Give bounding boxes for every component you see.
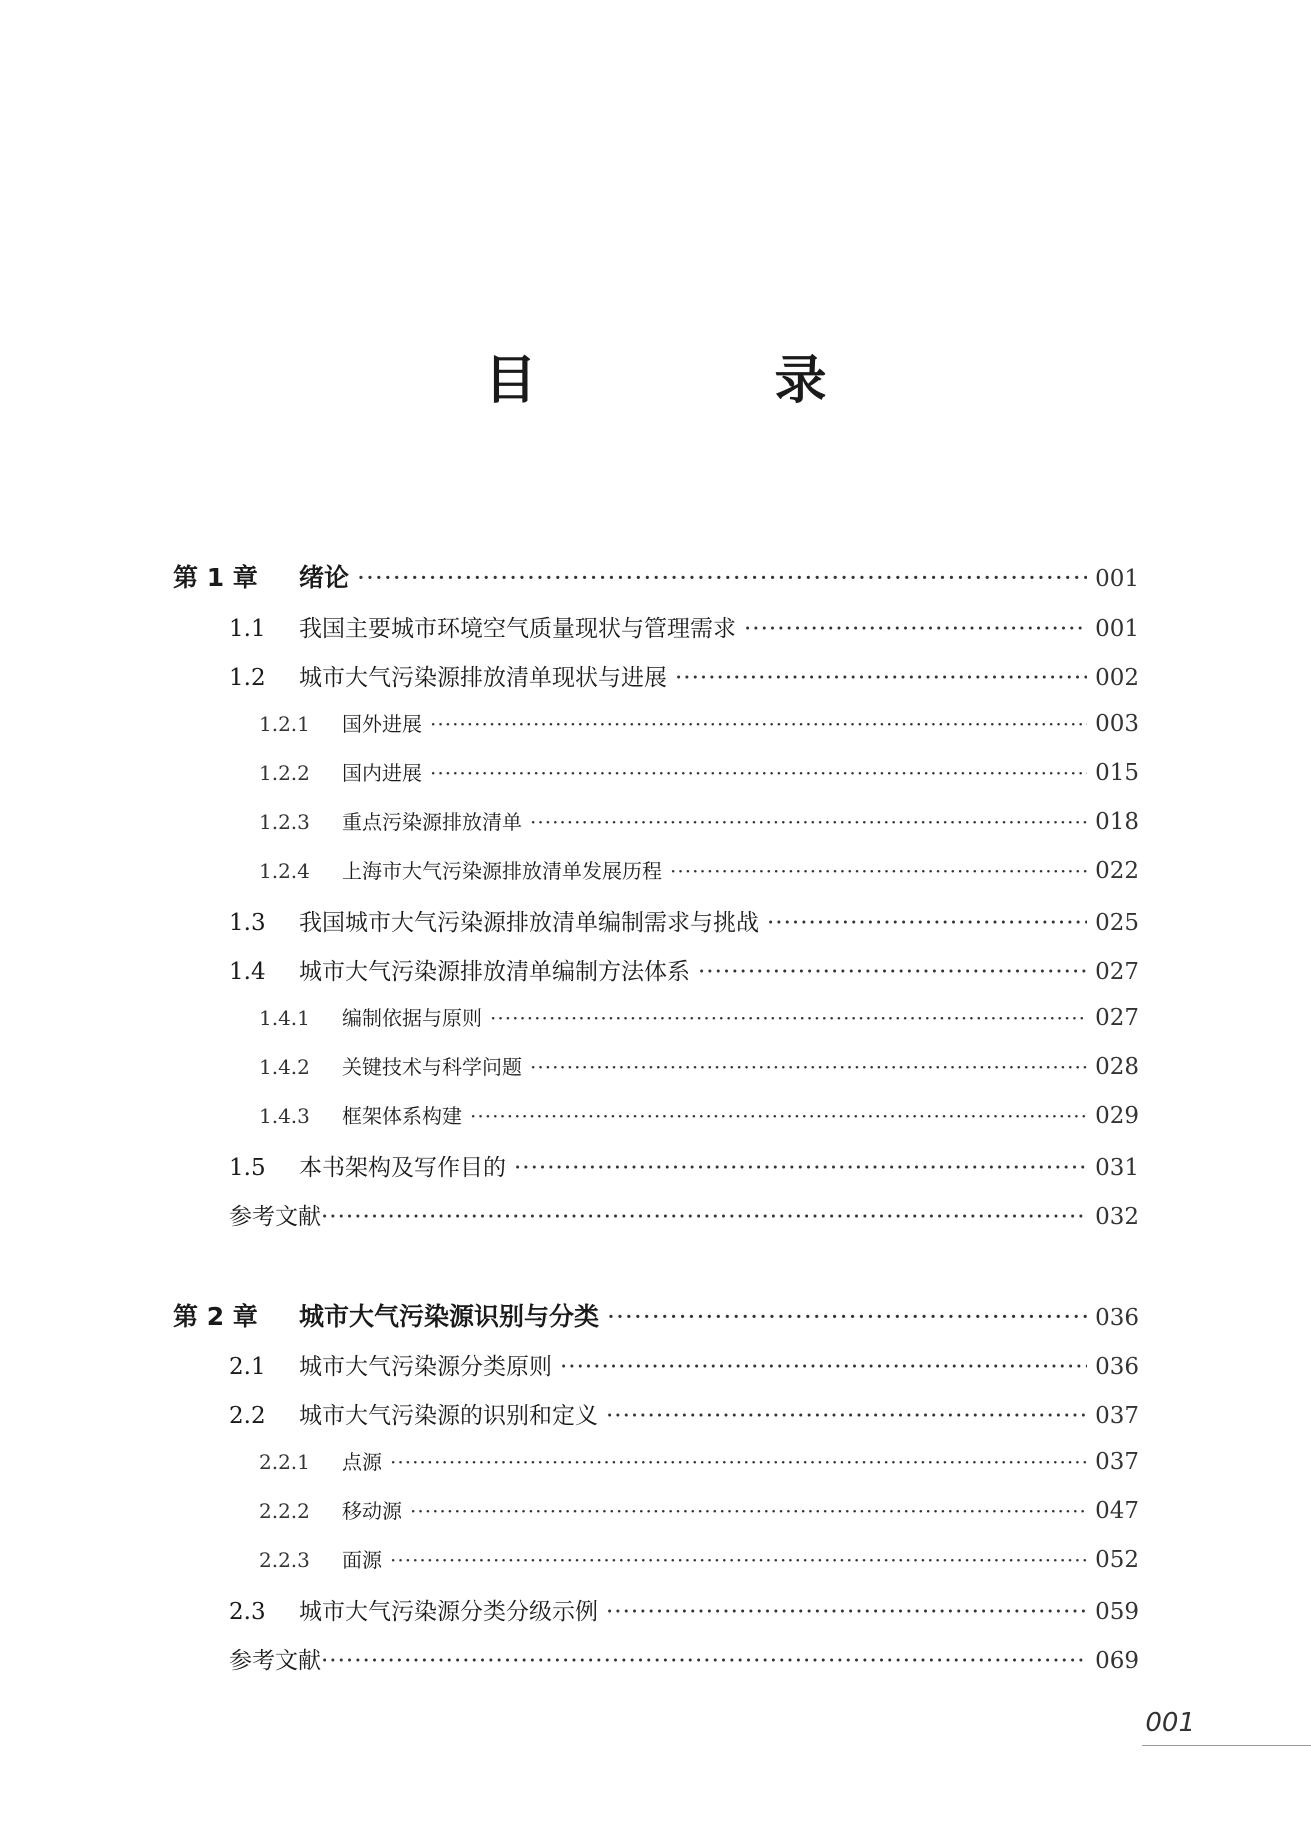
- toc-leader: [606, 1599, 1087, 1625]
- toc-title: 城市大气污染源识别与分类: [299, 1302, 600, 1331]
- toc-leader: [390, 1548, 1087, 1572]
- toc-leader: [321, 1204, 1087, 1230]
- toc-number: 1.4: [229, 959, 266, 985]
- toc-number: 2.2: [229, 1403, 266, 1429]
- toc-number: 1.1: [229, 616, 266, 642]
- toc-entry[interactable]: [259, 1446, 1139, 1475]
- toc-number: 1.3: [229, 910, 266, 936]
- toc-page: 001: [1095, 616, 1139, 642]
- toc-title: 绪论: [299, 563, 350, 592]
- toc-title: 国内进展: [342, 761, 422, 785]
- toc-leader: [321, 1648, 1087, 1674]
- toc-entry[interactable]: [229, 1348, 1139, 1381]
- toc-number: 1.2.2: [259, 761, 310, 785]
- toc-entry[interactable]: [229, 659, 1139, 692]
- toc-number: 1.2.3: [259, 810, 310, 834]
- toc-page: 015: [1095, 760, 1139, 786]
- toc-entry[interactable]: [229, 904, 1139, 937]
- page-number: 001: [1145, 1708, 1195, 1738]
- toc-entry[interactable]: [229, 1642, 1139, 1675]
- toc-entry[interactable]: [173, 558, 1139, 594]
- toc-title: 点源: [342, 1450, 382, 1474]
- toc-number: 1.4.2: [259, 1055, 310, 1079]
- toc-title: 我国主要城市环境空气质量现状与管理需求: [299, 616, 736, 642]
- toc-number: 1.2.1: [259, 712, 310, 736]
- toc-title: 参考文献: [229, 1648, 321, 1674]
- toc-page: 028: [1095, 1054, 1139, 1080]
- toc-entry[interactable]: [259, 855, 1139, 884]
- toc-number: 1.5: [229, 1155, 266, 1181]
- toc-entry[interactable]: [259, 1495, 1139, 1524]
- toc-title: 编制依据与原则: [342, 1006, 482, 1030]
- toc-title: 城市大气污染源分类原则: [299, 1354, 552, 1380]
- toc-page: 027: [1095, 959, 1139, 985]
- toc-leader: [514, 1155, 1087, 1181]
- toc-title: 我国城市大气污染源排放清单编制需求与挑战: [299, 910, 759, 936]
- toc-leader: [430, 712, 1087, 736]
- page-title: 目 录: [484, 351, 937, 411]
- toc-title: 本书架构及写作目的: [299, 1155, 506, 1181]
- toc-number: 2.2.2: [259, 1499, 310, 1523]
- toc-leader: [390, 1450, 1087, 1474]
- toc-leader: [410, 1499, 1087, 1523]
- toc-page: 036: [1095, 1305, 1139, 1331]
- toc-leader: [530, 810, 1087, 834]
- toc-leader: [530, 1055, 1087, 1079]
- toc-entry[interactable]: [259, 1051, 1139, 1080]
- toc-page: 037: [1095, 1403, 1139, 1429]
- toc-entry[interactable]: [229, 1198, 1139, 1231]
- toc-page: 029: [1095, 1103, 1139, 1129]
- toc-number: 1.4.3: [259, 1104, 310, 1128]
- toc-number: 第 1 章: [173, 563, 258, 592]
- toc-page: 069: [1095, 1648, 1139, 1674]
- toc-leader: [767, 910, 1087, 936]
- toc-title: 城市大气污染源的识别和定义: [299, 1403, 598, 1429]
- toc-entry[interactable]: [259, 1100, 1139, 1129]
- toc-entry[interactable]: [259, 806, 1139, 835]
- toc-number: 2.2.1: [259, 1450, 310, 1474]
- toc-entry[interactable]: [229, 953, 1139, 986]
- toc-title: 框架体系构建: [342, 1104, 462, 1128]
- toc-number: 2.1: [229, 1354, 266, 1380]
- toc-leader: [560, 1354, 1087, 1380]
- folio-rule: [1142, 1745, 1311, 1746]
- toc-page: 052: [1095, 1547, 1139, 1573]
- toc-title: 重点污染源排放清单: [342, 810, 522, 834]
- toc-number: 2.3: [229, 1599, 266, 1625]
- toc-page: 025: [1095, 910, 1139, 936]
- toc-entry[interactable]: [259, 757, 1139, 786]
- toc-leader: [357, 563, 1087, 592]
- toc-entry[interactable]: [229, 1149, 1139, 1182]
- toc-page: 032: [1095, 1204, 1139, 1230]
- toc-title: 关键技术与科学问题: [342, 1055, 522, 1079]
- toc-leader: [698, 959, 1087, 985]
- toc-leader: [490, 1006, 1087, 1030]
- toc-title: 城市大气污染源分类分级示例: [299, 1599, 598, 1625]
- toc-title: 移动源: [342, 1499, 402, 1523]
- toc-title: 上海市大气污染源排放清单发展历程: [342, 859, 662, 883]
- toc-number: 2.2.3: [259, 1548, 310, 1572]
- toc-entry[interactable]: [259, 708, 1139, 737]
- toc-leader: [430, 761, 1087, 785]
- toc-page: 037: [1095, 1449, 1139, 1475]
- toc-title: 面源: [342, 1548, 382, 1572]
- toc-title: 城市大气污染源排放清单现状与进展: [299, 665, 667, 691]
- toc-page: 018: [1095, 809, 1139, 835]
- toc-page: 003: [1095, 711, 1139, 737]
- toc-entry[interactable]: [259, 1002, 1139, 1031]
- toc-leader: [606, 1403, 1087, 1429]
- toc-entry[interactable]: [229, 1593, 1139, 1626]
- toc-number: 1.2.4: [259, 859, 310, 883]
- toc-entry[interactable]: [229, 610, 1139, 643]
- toc-number: 1.2: [229, 665, 266, 691]
- toc-title: 国外进展: [342, 712, 422, 736]
- toc-page: 022: [1095, 858, 1139, 884]
- toc-leader: [744, 616, 1087, 642]
- toc-page: 001: [1095, 566, 1139, 592]
- toc-page: 047: [1095, 1498, 1139, 1524]
- toc-page: 031: [1095, 1155, 1139, 1181]
- toc-page: 059: [1095, 1599, 1139, 1625]
- toc-number: 第 2 章: [173, 1302, 258, 1331]
- toc-title: 城市大气污染源排放清单编制方法体系: [299, 959, 690, 985]
- toc-leader: [607, 1302, 1087, 1331]
- toc-page: 027: [1095, 1005, 1139, 1031]
- toc-entry[interactable]: [173, 1297, 1139, 1333]
- toc-page: 036: [1095, 1354, 1139, 1380]
- toc-leader: [670, 859, 1087, 883]
- toc-leader: [675, 665, 1087, 691]
- toc-leader: [470, 1104, 1087, 1128]
- toc-entry[interactable]: [229, 1397, 1139, 1430]
- toc-entry[interactable]: [259, 1544, 1139, 1573]
- toc-title: 参考文献: [229, 1204, 321, 1230]
- toc-page: 002: [1095, 665, 1139, 691]
- toc-number: 1.4.1: [259, 1006, 310, 1030]
